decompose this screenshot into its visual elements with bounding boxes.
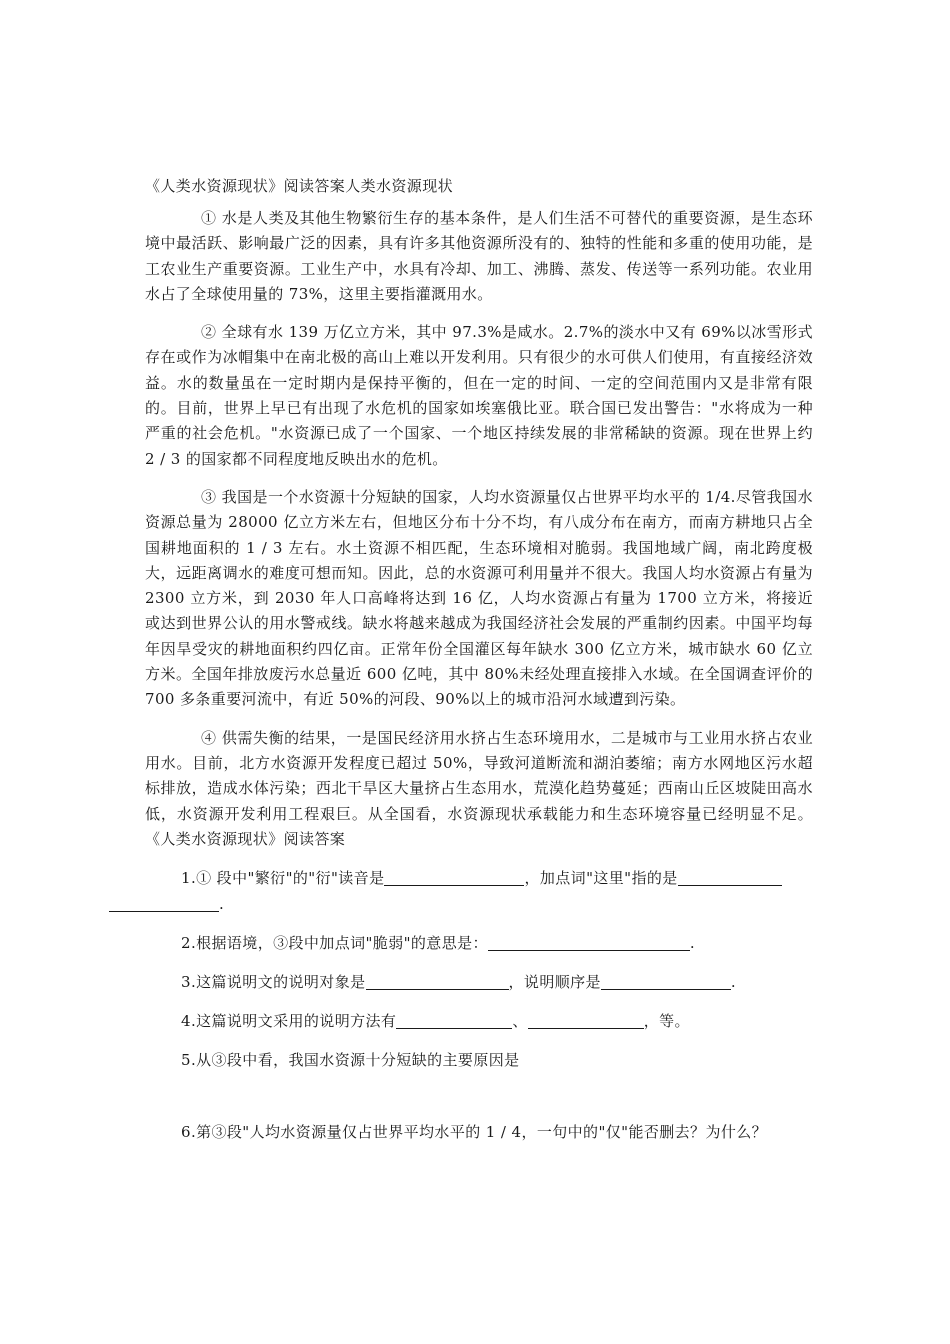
answer-blank-1c[interactable] [109, 893, 219, 912]
question-3-part-b: ，说明顺序是 [508, 973, 601, 992]
document-page [145, 172, 813, 1158]
question-4-part-b: 、 [512, 1012, 528, 1031]
question-5: 5.从③段中看，我国水资源十分短缺的主要原因是 [181, 1051, 520, 1070]
document-title: 《人类水资源现状》阅读答案人类水资源现状 [145, 177, 454, 195]
answer-blank-1b[interactable] [678, 867, 782, 886]
answer-blank-2[interactable] [488, 932, 690, 951]
answer-blank-1a[interactable] [384, 867, 524, 886]
answer-blank-4b[interactable] [528, 1010, 644, 1029]
paragraph-3: ③ 我国是一个水资源十分短缺的国家，人均水资源量仅占世界平均水平的 1/4.尽管我国水资源总量为 28000 亿立方米左右，但地区分布十分不均，有八成分布在南方，而南方耕地只占全国耕地面积的 1 / 3 左右。水土资源不相匹配，生态环境相对脆弱。我国地域广阔，南北跨度极大，远距离调水的难度可想而知。因此，总的水资源可利用量并不很大。我国人均水资源占有量为 2300 立方米，到 2030 年人口高峰将达到 16 亿，人均水资源占有量为 1700 立方米，将接近或达到世界公认的用水警戒线。缺水将越来越成为我国经济社会发展的严重制约因素。中国平均每年因旱受灾的耕地面积约四亿亩。正常年份全国灌区每年缺水 300 亿立方米，城市缺水 60 亿立方米。全国年排放废污水总量近 600 亿吨，其中 80%未经处理直接排入水域。在全国调查评价的 700 多条重要河流中，有近 50%的河段、90%以上的城市沿河水域遭到污染。 [145, 487, 813, 709]
question-3-part-c: . [730, 973, 737, 992]
question-6: 6.第③段"人均水资源量仅占世界平均水平的 1 / 4，一句中的"仅"能否删去？为什么？ [181, 1123, 768, 1142]
question-4-part-a: 4.这篇说明文采用的说明方法有 [181, 1012, 397, 1031]
question-1 [145, 865, 813, 917]
answer-space-5[interactable] [145, 1079, 813, 1119]
question-2-part-a: 2.根据语境，③段中加点词"脆弱"的意思是： [181, 934, 488, 953]
question-3 [145, 969, 813, 995]
paragraph-4: ④ 供需失衡的结果，一是国民经济用水挤占生态环境用水，二是城市与工业用水挤占农业用水。目前，北方水资源开发程度已超过 50%，导致河道断流和湖泊萎缩；南方水网地区污水超标排放，造成水体污染；西北干旱区大量挤占生态用水，荒漠化趋势蔓延；西南山丘区坡陡田高水低，水资源开发利用工程艰巨。从全国看，水资源现状承载能力和生态环境容量已经明显不足。《人类水资源现状》阅读答案 [145, 728, 813, 848]
question-2-part-b: . [689, 934, 696, 953]
answer-blank-3b[interactable] [601, 971, 731, 990]
paragraph-2: ② 全球有水 139 万亿立方米，其中 97.3%是咸水。2.7%的淡水中又有 69%以冰雪形式存在或作为冰帽集中在南北极的高山上难以开发利用。只有很少的水可供人们使用，有直接经济效益。水的数量虽在一定时期内是保持平衡的，但在一定的时间、一定的空间范围内又是非常有限的。目前，世界上早已有出现了水危机的国家如埃塞俄比亚。联合国已发出警告："水将成为一种严重的社会危机。"水资源已成了一个国家、一个地区持续发展的非常稀缺的资源。现在世界上约 2 / 3 的国家都不同程度地反映出水的危机。 [145, 323, 813, 468]
question-2 [145, 930, 813, 956]
question-4-part-c: ，等。 [643, 1012, 690, 1031]
answer-blank-4a[interactable] [396, 1010, 512, 1029]
question-1-part-a: 1.① 段中"繁衍"的"衍"读音是 [181, 869, 385, 888]
question-1-part-b: ，加点词"这里"指的是 [524, 869, 678, 888]
question-1-part-c: . [219, 895, 225, 914]
question-4 [145, 1008, 813, 1034]
paragraph-1: ① 水是人类及其他生物繁衍生存的基本条件，是人们生活不可替代的重要资源，是生态环境中最活跃、影响最广泛的因素，具有许多其他资源所没有的、独特的性能和多重的使用功能，是工农业生产重要资源。工业生产中，水具有冷却、加工、沸腾、蒸发、传送等一系列功能。农业用水占了全球使用量的 73%，这里主要指灌溉用水。 [145, 209, 813, 303]
answer-blank-3a[interactable] [366, 971, 509, 990]
question-3-part-a: 3.这篇说明文的说明对象是 [181, 973, 366, 992]
